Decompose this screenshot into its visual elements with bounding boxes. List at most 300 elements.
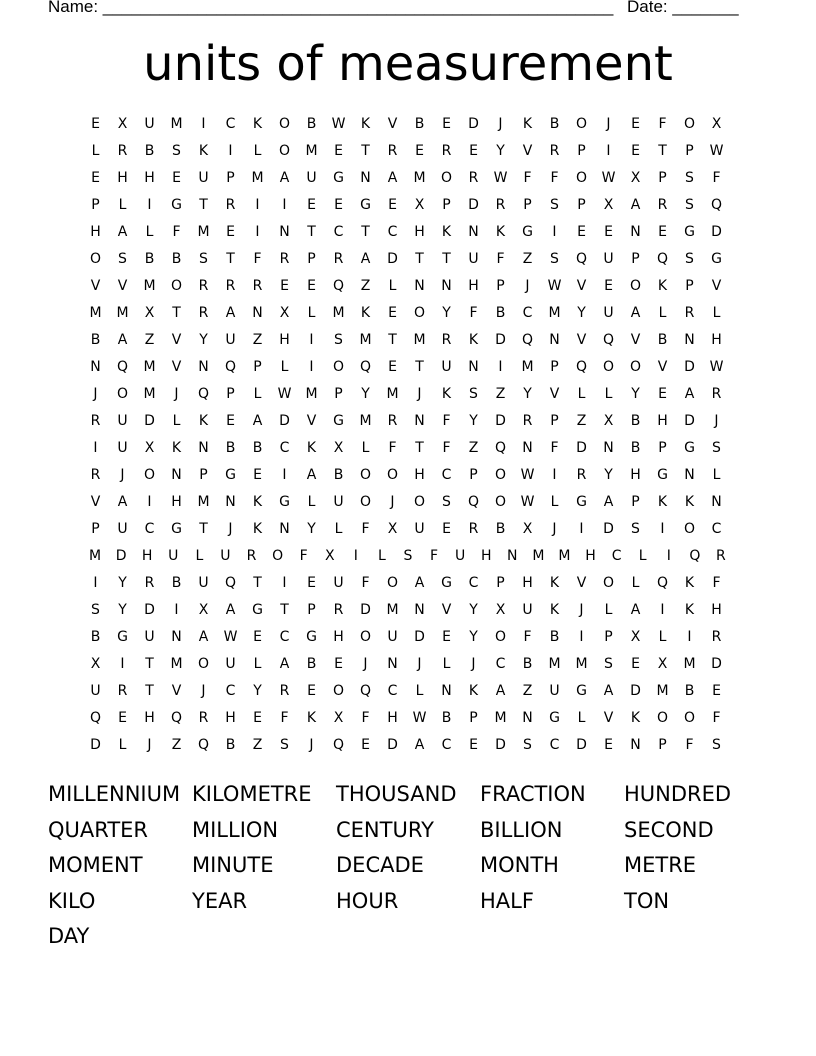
grid-letter: A <box>495 682 506 699</box>
grid-letter: X <box>657 655 668 672</box>
grid-letter: X <box>333 709 344 726</box>
grid-letter: T <box>145 655 154 672</box>
grid-letter: P <box>577 196 586 213</box>
grid-letter: N <box>522 439 533 456</box>
grid-letter: M <box>305 385 318 402</box>
grid-letter: K <box>657 277 668 294</box>
grid-letter: R <box>549 142 560 159</box>
grid-letter: E <box>469 142 478 159</box>
grid-letter: U <box>117 439 128 456</box>
grid-letter: L <box>577 709 586 726</box>
grid-letter: T <box>307 223 316 240</box>
grid-letter: R <box>711 628 722 645</box>
grid-letter: V <box>711 277 722 294</box>
grid-letter: R <box>468 169 479 186</box>
grid-row <box>82 299 734 326</box>
grid-letter: S <box>469 385 478 402</box>
grid-row <box>82 488 734 515</box>
grid-letter: B <box>171 250 182 267</box>
grid-letter: N <box>507 547 518 564</box>
grid-letter: Q <box>89 709 102 726</box>
grid-letter: A <box>684 385 695 402</box>
grid-letter: O <box>332 358 345 375</box>
grid-letter: W <box>331 115 346 132</box>
grid-letter: O <box>683 520 696 537</box>
word-list-item: HALF <box>480 888 534 913</box>
grid-letter: P <box>253 358 262 375</box>
grid-letter: M <box>532 547 545 564</box>
grid-letter: J <box>579 601 584 618</box>
grid-letter: H <box>711 331 722 348</box>
grid-letter: U <box>198 169 209 186</box>
grid-letter: E <box>361 736 370 753</box>
grid-letter: J <box>417 385 422 402</box>
grid-letter: X <box>711 115 722 132</box>
grid-letter: O <box>683 709 696 726</box>
grid-letter: F <box>361 709 370 726</box>
grid-letter: H <box>480 547 492 564</box>
grid-letter: L <box>604 385 613 402</box>
grid-letter: N <box>414 277 425 294</box>
grid-letter: Q <box>689 547 701 564</box>
grid-letter: K <box>468 331 479 348</box>
grid-letter: F <box>712 574 721 591</box>
grid-letter: X <box>387 520 398 537</box>
grid-letter: S <box>685 169 694 186</box>
grid-letter: M <box>575 655 588 672</box>
grid-letter: P <box>442 196 451 213</box>
grid-letter: F <box>712 169 721 186</box>
grid-letter: N <box>603 439 614 456</box>
grid-letter: P <box>199 466 208 483</box>
grid-letter: E <box>253 709 262 726</box>
grid-letter: O <box>575 115 588 132</box>
grid-letter: I <box>228 142 233 159</box>
grid-letter: S <box>118 250 127 267</box>
grid-letter: R <box>198 709 209 726</box>
grid-letter: R <box>246 547 257 564</box>
grid-letter: Z <box>522 250 533 267</box>
grid-letter: F <box>253 250 262 267</box>
grid-letter: I <box>666 547 671 564</box>
grid-letter: H <box>171 493 182 510</box>
grid-letter: T <box>280 601 289 618</box>
grid-letter: G <box>576 493 587 510</box>
grid-letter: F <box>388 439 397 456</box>
grid-letter: O <box>602 574 615 591</box>
grid-letter: G <box>333 169 344 186</box>
grid-letter: R <box>684 304 695 321</box>
grid-row <box>82 191 734 218</box>
grid-row <box>82 596 734 623</box>
grid-letter: D <box>414 628 425 645</box>
grid-letter: O <box>494 628 507 645</box>
grid-letter: E <box>442 520 451 537</box>
grid-letter: T <box>415 439 424 456</box>
grid-letter: N <box>387 655 398 672</box>
grid-letter: E <box>469 736 478 753</box>
grid-letter: M <box>386 601 399 618</box>
grid-letter: L <box>658 304 667 321</box>
grid-letter: K <box>360 304 371 321</box>
grid-letter: M <box>89 304 102 321</box>
grid-letter: P <box>604 628 613 645</box>
grid-letter: N <box>171 628 182 645</box>
grid-letter: E <box>334 142 343 159</box>
grid-letter: E <box>91 115 100 132</box>
grid-letter: E <box>307 196 316 213</box>
grid-letter: R <box>387 142 398 159</box>
grid-letter: F <box>550 439 559 456</box>
grid-letter: G <box>117 628 128 645</box>
grid-letter: U <box>603 304 614 321</box>
grid-letter: X <box>630 169 641 186</box>
grid-letter: G <box>306 628 317 645</box>
grid-letter: R <box>495 196 506 213</box>
grid-letter: H <box>387 709 398 726</box>
grid-letter: D <box>115 547 127 564</box>
grid-letter: B <box>441 709 452 726</box>
grid-letter: O <box>359 493 372 510</box>
grid-letter: H <box>90 223 101 240</box>
grid-letter: A <box>225 304 236 321</box>
grid-letter: J <box>147 736 152 753</box>
grid-letter: H <box>333 628 344 645</box>
grid-letter: B <box>549 628 560 645</box>
grid-letter: J <box>120 466 125 483</box>
grid-letter: C <box>225 682 236 699</box>
grid-letter: L <box>712 466 721 483</box>
grid-letter: Q <box>224 574 237 591</box>
grid-letter: T <box>361 142 370 159</box>
grid-letter: D <box>144 601 155 618</box>
grid-letter: I <box>552 466 557 483</box>
grid-row <box>82 434 734 461</box>
grid-letter: M <box>170 655 183 672</box>
grid-row <box>82 353 734 380</box>
word-list-item: MOMENT <box>48 853 143 877</box>
grid-letter: D <box>576 439 587 456</box>
grid-letter: F <box>685 736 694 753</box>
grid-letter: D <box>630 682 641 699</box>
grid-letter: E <box>307 682 316 699</box>
grid-letter: O <box>143 466 156 483</box>
grid-letter: N <box>279 223 290 240</box>
grid-letter: Z <box>252 331 263 348</box>
grid-letter: Z <box>495 385 506 402</box>
grid-letter: N <box>360 169 371 186</box>
grid-letter: E <box>658 385 667 402</box>
grid-letter: A <box>387 169 398 186</box>
grid-letter: O <box>197 655 210 672</box>
grid-letter: W <box>223 628 238 645</box>
grid-letter: H <box>144 169 155 186</box>
grid-letter: P <box>496 277 505 294</box>
grid-letter: O <box>413 493 426 510</box>
grid-letter: V <box>387 115 398 132</box>
grid-letter: O <box>494 493 507 510</box>
grid-letter: E <box>388 304 397 321</box>
grid-letter: A <box>279 655 290 672</box>
grid-row <box>82 461 734 488</box>
grid-letter: C <box>441 466 452 483</box>
grid-letter: H <box>279 331 290 348</box>
grid-letter: M <box>521 358 534 375</box>
grid-letter: M <box>197 493 210 510</box>
grid-letter: R <box>522 412 533 429</box>
date-field[interactable]: Date: _______ <box>627 0 739 16</box>
grid-letter: R <box>468 520 479 537</box>
grid-letter: F <box>280 709 289 726</box>
word-list-item: CENTURY <box>336 817 434 842</box>
grid-letter: Q <box>197 736 210 753</box>
grid-letter: H <box>225 709 236 726</box>
grid-letter: X <box>90 655 101 672</box>
grid-letter: G <box>279 493 290 510</box>
grid-letter: F <box>172 223 181 240</box>
grid-letter: S <box>550 250 559 267</box>
word-list-item: BILLION <box>480 817 563 842</box>
grid-letter: O <box>440 169 453 186</box>
grid-letter: Y <box>577 304 586 321</box>
grid-letter: M <box>143 358 156 375</box>
grid-letter: X <box>144 304 155 321</box>
grid-letter: T <box>388 331 397 348</box>
grid-letter: P <box>658 439 667 456</box>
grid-letter: A <box>225 601 236 618</box>
grid-letter: Z <box>522 682 533 699</box>
grid-letter: G <box>576 682 587 699</box>
grid-letter: B <box>630 439 641 456</box>
grid-letter: B <box>90 331 101 348</box>
grid-letter: N <box>684 466 695 483</box>
grid-letter: I <box>282 466 287 483</box>
grid-letter: M <box>683 655 696 672</box>
grid-letter: B <box>333 466 344 483</box>
grid-letter: J <box>363 655 368 672</box>
grid-letter: C <box>441 736 452 753</box>
grid-letter: J <box>93 385 98 402</box>
grid-letter: O <box>413 304 426 321</box>
grid-letter: B <box>630 412 641 429</box>
grid-letter: V <box>657 358 668 375</box>
grid-letter: L <box>91 142 100 159</box>
grid-letter: N <box>171 466 182 483</box>
grid-letter: T <box>199 196 208 213</box>
grid-letter: G <box>171 520 182 537</box>
grid-letter: F <box>442 439 451 456</box>
grid-letter: B <box>306 115 317 132</box>
grid-letter: Z <box>360 277 371 294</box>
grid-letter: C <box>611 547 622 564</box>
grid-letter: O <box>278 142 291 159</box>
grid-letter: R <box>198 304 209 321</box>
grid-letter: L <box>638 547 647 564</box>
grid-letter: P <box>334 385 343 402</box>
grid-letter: L <box>604 601 613 618</box>
grid-letter: M <box>359 412 372 429</box>
grid-letter: L <box>550 493 559 510</box>
grid-letter: Q <box>521 331 534 348</box>
grid-letter: V <box>306 412 317 429</box>
grid-letter: K <box>171 439 182 456</box>
grid-letter: J <box>606 115 611 132</box>
grid-letter: D <box>144 412 155 429</box>
grid-letter: I <box>147 196 152 213</box>
grid-letter: O <box>629 277 642 294</box>
word-list-item: MILLION <box>192 817 279 842</box>
grid-row <box>82 218 734 245</box>
grid-letter: A <box>630 601 641 618</box>
grid-letter: Q <box>656 574 669 591</box>
grid-letter: R <box>225 277 236 294</box>
grid-letter: P <box>550 412 559 429</box>
grid-row <box>82 245 734 272</box>
grid-letter: L <box>253 655 262 672</box>
grid-letter: V <box>549 385 560 402</box>
grid-letter: E <box>631 115 640 132</box>
grid-letter: E <box>307 574 316 591</box>
grid-letter: E <box>712 682 721 699</box>
word-list-item: SECOND <box>624 817 714 842</box>
grid-letter: K <box>657 493 668 510</box>
grid-letter: R <box>225 196 236 213</box>
grid-letter: P <box>523 196 532 213</box>
name-field[interactable]: Name: ______________________________________________________ <box>48 0 614 16</box>
grid-letter: H <box>630 466 641 483</box>
grid-letter: X <box>198 601 209 618</box>
grid-letter: A <box>252 412 263 429</box>
grid-letter: D <box>90 736 101 753</box>
grid-letter: Q <box>575 358 588 375</box>
grid-letter: S <box>685 250 694 267</box>
grid-row <box>82 137 734 164</box>
grid-letter: Y <box>631 385 640 402</box>
word-list-item: FRACTION <box>480 782 586 806</box>
grid-letter: M <box>656 682 669 699</box>
grid-letter: X <box>279 304 290 321</box>
grid-letter: D <box>360 601 371 618</box>
grid-letter: C <box>225 115 236 132</box>
grid-letter: L <box>172 412 181 429</box>
grid-letter: P <box>91 196 100 213</box>
grid-letter: B <box>144 142 155 159</box>
grid-letter: U <box>117 412 128 429</box>
grid-letter: L <box>361 439 370 456</box>
grid-letter: V <box>117 277 128 294</box>
grid-letter: G <box>441 574 452 591</box>
grid-letter: B <box>549 115 560 132</box>
grid-letter: E <box>388 196 397 213</box>
grid-letter: R <box>279 682 290 699</box>
grid-letter: I <box>660 601 665 618</box>
grid-row <box>82 272 734 299</box>
grid-letter: M <box>197 223 210 240</box>
grid-letter: B <box>225 736 236 753</box>
grid-letter: H <box>657 412 668 429</box>
grid-letter: A <box>414 736 425 753</box>
grid-letter: V <box>522 142 533 159</box>
grid-letter: P <box>469 709 478 726</box>
page-title: units of measurement <box>143 36 673 92</box>
grid-letter: T <box>442 250 451 267</box>
grid-letter: U <box>455 547 466 564</box>
grid-letter: Q <box>224 358 237 375</box>
grid-letter: Q <box>170 709 183 726</box>
grid-letter: S <box>712 736 721 753</box>
word-list-item: MONTH <box>480 853 559 877</box>
grid-letter: U <box>225 655 236 672</box>
grid-letter: N <box>198 439 209 456</box>
grid-letter: W <box>547 277 562 294</box>
grid-letter: L <box>658 628 667 645</box>
grid-letter: Y <box>469 412 478 429</box>
grid-letter: J <box>471 655 476 672</box>
grid-letter: N <box>441 682 452 699</box>
grid-letter: E <box>442 115 451 132</box>
grid-letter: Y <box>496 142 505 159</box>
grid-letter: K <box>684 574 695 591</box>
grid-letter: U <box>144 115 155 132</box>
grid-letter: X <box>495 601 506 618</box>
grid-letter: T <box>415 358 424 375</box>
grid-letter: C <box>468 574 479 591</box>
grid-letter: N <box>468 223 479 240</box>
grid-letter: J <box>174 385 179 402</box>
grid-letter: P <box>685 277 694 294</box>
grid-row <box>82 515 734 542</box>
grid-letter: O <box>629 358 642 375</box>
grid-letter: S <box>199 250 208 267</box>
grid-letter: M <box>143 385 156 402</box>
grid-letter: W <box>277 385 292 402</box>
grid-letter: R <box>90 412 101 429</box>
grid-letter: M <box>116 304 129 321</box>
grid-letter: E <box>604 223 613 240</box>
grid-letter: G <box>684 439 695 456</box>
grid-letter: G <box>225 466 236 483</box>
grid-letter: P <box>658 736 667 753</box>
grid-letter: N <box>414 601 425 618</box>
grid-letter: U <box>225 331 236 348</box>
grid-letter: B <box>171 574 182 591</box>
word-list-item: YEAR <box>192 888 248 913</box>
grid-letter: H <box>468 277 479 294</box>
grid-letter: E <box>604 736 613 753</box>
grid-letter: C <box>144 520 155 537</box>
grid-letter: R <box>657 196 668 213</box>
grid-letter: N <box>252 304 263 321</box>
grid-letter: W <box>709 358 724 375</box>
grid-letter: F <box>442 412 451 429</box>
grid-letter: U <box>441 358 452 375</box>
grid-letter: H <box>585 547 596 564</box>
grid-letter: K <box>306 709 317 726</box>
grid-letter: T <box>226 250 235 267</box>
grid-letter: F <box>658 115 667 132</box>
grid-letter: W <box>493 169 508 186</box>
grid-row <box>82 623 734 650</box>
grid-letter: E <box>604 277 613 294</box>
grid-letter: O <box>386 466 399 483</box>
grid-letter: A <box>117 493 128 510</box>
grid-letter: C <box>387 223 398 240</box>
grid-letter: Q <box>494 439 507 456</box>
grid-letter: M <box>494 709 507 726</box>
grid-letter: U <box>333 493 344 510</box>
grid-letter: B <box>252 439 263 456</box>
grid-letter: I <box>498 358 503 375</box>
